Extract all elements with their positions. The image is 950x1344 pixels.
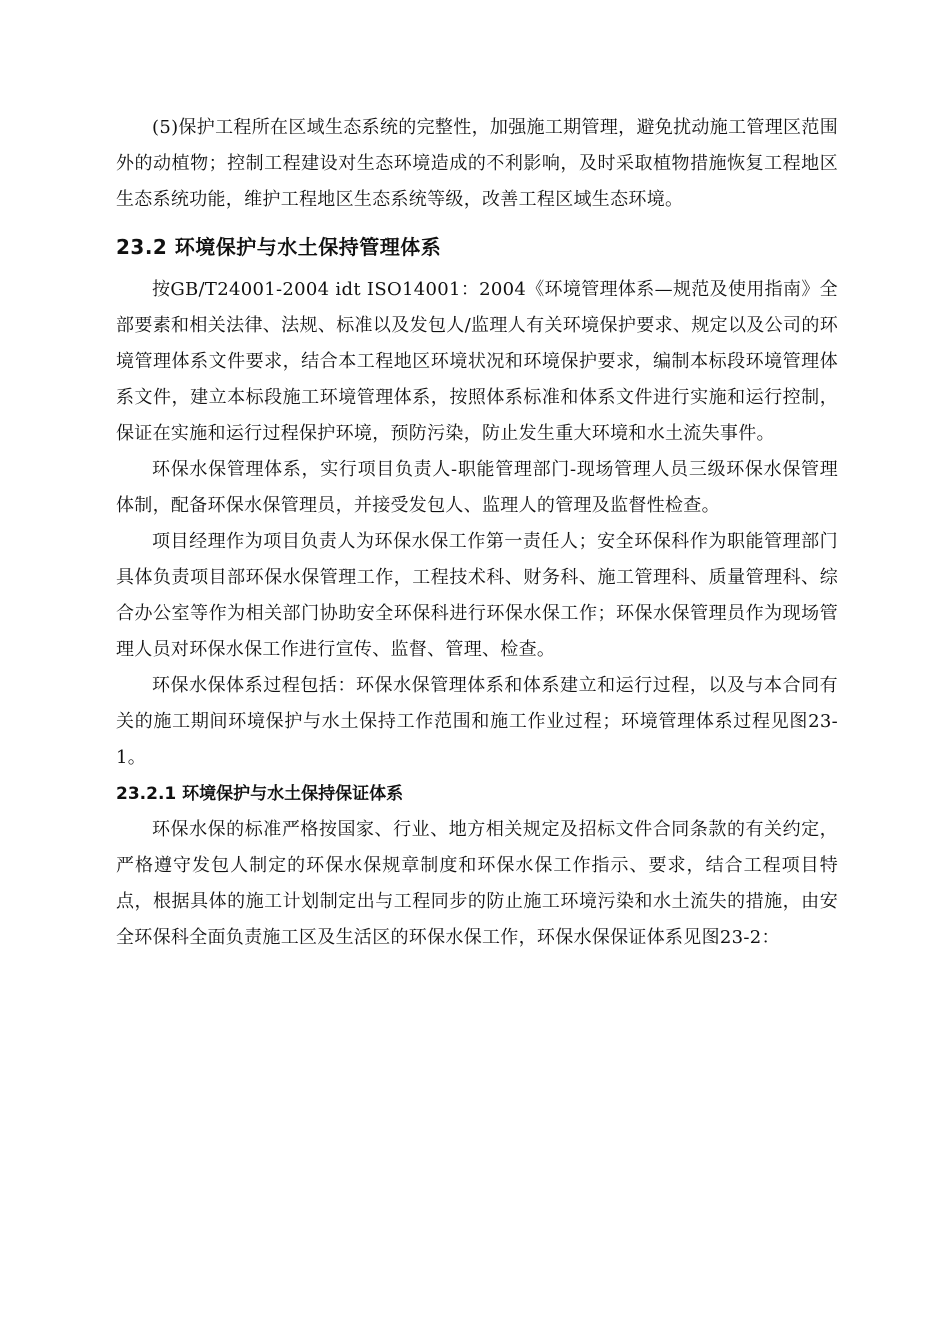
section-heading-23-2: 23.2 环境保护与水土保持管理体系: [116, 235, 442, 259]
paragraph-responsibilities: 项目经理作为项目负责人为环保水保工作第一责任人；安全环保科作为职能管理部门具体负责项目部环保水保管理工作，工程技术科、财务科、施工管理科、质量管理科、综合办公室等作为相关部门协助安全环保科进行环保水保工作；环保水保管理员作为现场管理人员对环保水保工作进行宣传、监督、管理、检查。: [116, 531, 838, 660]
section-heading-23-2-1: 23.2.1 环境保护与水土保持保证体系: [116, 784, 404, 804]
page-content: [116, 110, 838, 956]
paragraph-three-level-system: 环保水保管理体系，实行项目负责人-职能管理部门-现场管理人员三级环保水保管理体制，配备环保水保管理员，并接受发包人、监理人的管理及监督性检查。: [116, 459, 838, 516]
paragraph-guarantee-system: 环保水保的标准严格按国家、行业、地方相关规定及招标文件合同条款的有关约定，严格遵守发包人制定的环保水保规章制度和环保水保工作指示、要求，结合工程项目特点，根据具体的施工计划制定出与工程同步的防止施工环境污染和水土流失的措施，由安全环保科全面负责施工区及生活区的环保水保工作，环保水保保证体系见图23-2：: [116, 819, 838, 948]
paragraph-ecosystem-protection: (5)保护工程所在区域生态系统的完整性，加强施工期管理，避免扰动施工管理区范围外的动植物；控制工程建设对生态环境造成的不利影响，及时采取植物措施恢复工程地区生态系统功能，维护工程地区生态系统等级，改善工程区域生态环境。: [116, 117, 838, 210]
paragraph-system-process: 环保水保体系过程包括：环保水保管理体系和体系建立和运行过程，以及与本合同有关的施工期间环境保护与水土保持工作范围和施工作业过程；环境管理体系过程见图23-1。: [116, 675, 838, 768]
paragraph-management-system-basis: 按GB/T24001-2004 idt ISO14001：2004《环境管理体系—规范及使用指南》全部要素和相关法律、法规、标准以及发包人/监理人有关环境保护要求、规定以及公司的环境管理体系文件要求，结合本工程地区环境状况和环境保护要求，编制本标段环境管理体系文件，建立本标段施工环境管理体系，按照体系标准和体系文件进行实施和运行控制，保证在实施和运行过程保护环境，预防污染，防止发生重大环境和水土流失事件。: [116, 279, 838, 444]
